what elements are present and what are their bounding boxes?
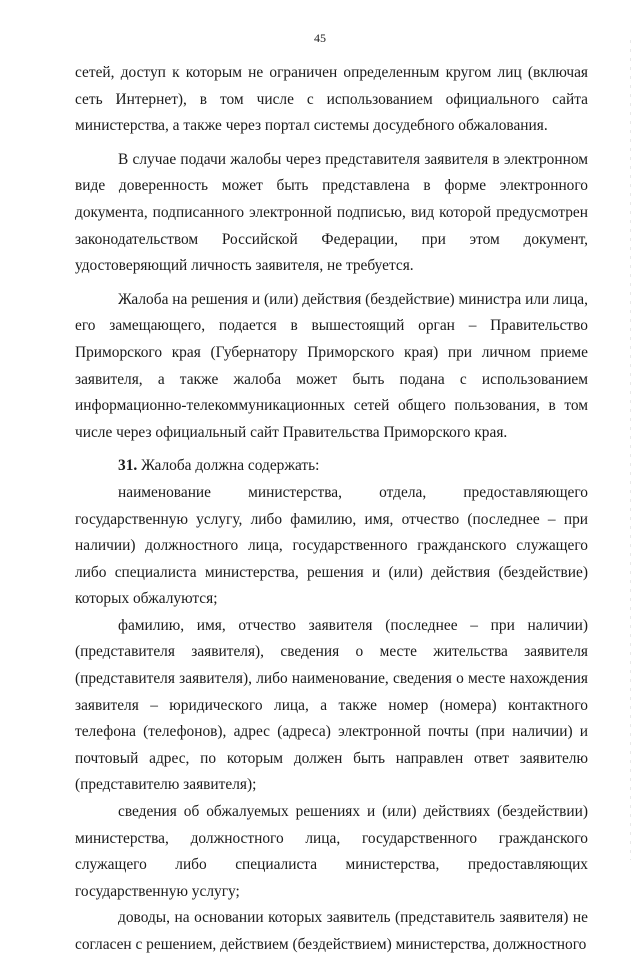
item-number: 31. xyxy=(118,457,138,475)
page-number: 45 xyxy=(314,31,326,45)
paragraph-text: фамилию, имя, отчество заявителя (последнее – при наличии) (представителя заявителя), сведения о месте жительства заявителя (представителя заявителя), либо наименование, сведения о месте нахождения заявителя – юридического лица, а также номер (номера) контактного телефона (телефонов), адрес (адреса) электронной почты (при наличии) и почтовый адрес, по которым должен быть направлен ответ заявителю (представителю заявителя); xyxy=(75,616,588,794)
paragraph-arguments xyxy=(75,905,588,958)
paragraph-text: В случае подачи жалобы через представителя заявителя в электронном виде доверенность может быть представлена в форме электронного документа, подписанного электронной подписью, вид которой предусмотрен законодательством Российской Федерации, при этом документ, удостоверяющий личность заявителя, не требуется. xyxy=(75,150,588,275)
paragraph-complaint-minister xyxy=(75,287,588,447)
paragraph-representative-electronic xyxy=(75,147,588,280)
paragraph-text: Жалоба на решения и (или) действия (бездействие) министра или лица, его замещающего, подается в вышестоящий орган – Правительство Приморского края (Губернатору Приморского края) при личном приеме заявителя, а также жалоба может быть подана с использованием информационно-телекоммуникационных сетей общего пользования, в том числе через официальный сайт Правительства Приморского края. xyxy=(75,290,588,441)
paragraph-text: наименование министерства, отдела, предоставляющего государственную услугу, либо фамилию, имя, отчество (последнее – при наличии) должностного лица, государственного гражданского служащего либо специалиста министерства, решения и (или) действия (бездействие) которых обжалуются; xyxy=(75,483,588,608)
paragraph-applicant-info xyxy=(75,613,588,799)
paragraph-text: сетей, доступ к которым не ограничен определенным кругом лиц (включая сеть Интернет), в том числе с использованием официального сайта министерства, а также через портал системы досудебного обжалования. xyxy=(75,64,588,135)
paragraph-text: Жалоба должна содержать: xyxy=(137,457,320,475)
paragraph-continuation xyxy=(75,60,588,140)
paragraph-text: доводы, на основании которых заявитель (представитель заявителя) не согласен с решением, действием (бездействием) министерства, должностного xyxy=(75,909,588,953)
document-body xyxy=(75,60,588,959)
paragraph-ministry-name xyxy=(75,480,588,613)
paragraph-appealed-decisions xyxy=(75,799,588,905)
scan-edge-mark xyxy=(630,40,631,860)
paragraph-item-31 xyxy=(75,453,588,480)
paragraph-text: сведения об обжалуемых решениях и (или) действиях (бездействии) министерства, должностного лица, государственного гражданского служащего либо специалиста министерства, предоставляющих государственную услугу; xyxy=(75,803,588,900)
